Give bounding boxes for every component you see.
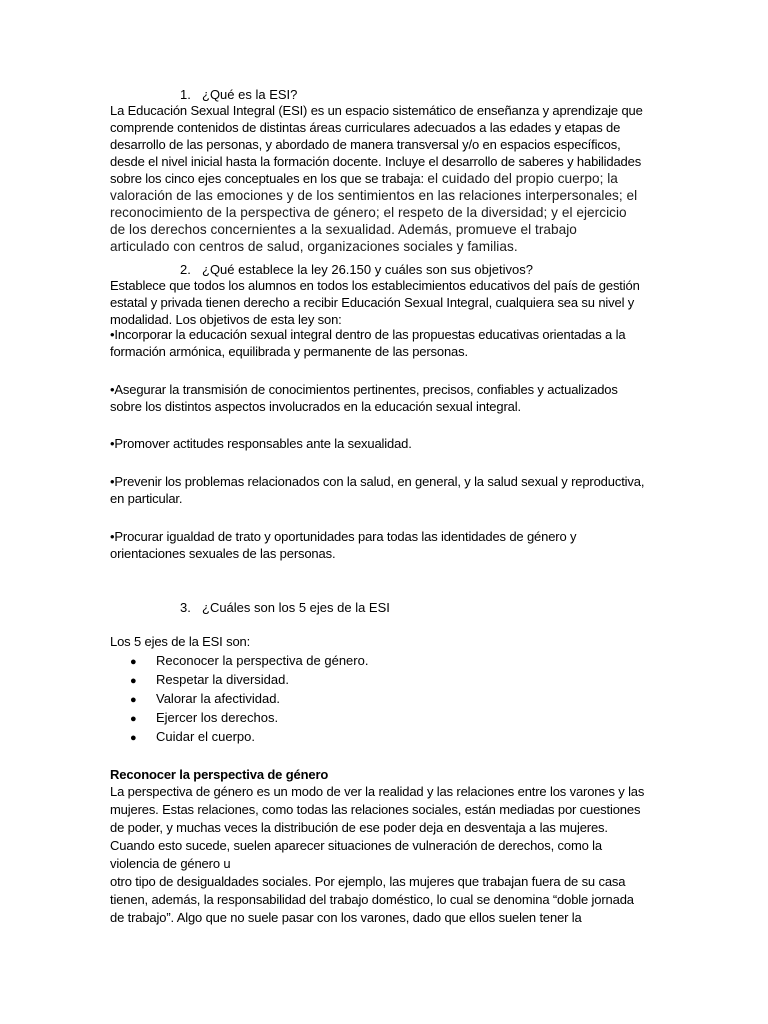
answer-line: desde el nivel inicial hasta la formación docente. Incluye el desarrollo de saberes y habilidades xyxy=(110,154,642,169)
question-2-title: ¿Qué establece la ley 26.150 y cuáles son sus objetivos? xyxy=(202,262,533,277)
objective-line: sobre los distintos aspectos involucrados en la educación sexual integral. xyxy=(110,399,521,414)
section-line: Cuando esto sucede, suelen aparecer situaciones de vulneración de derechos, como la xyxy=(110,838,602,853)
answer-line: reconocimiento de la perspectiva de género; el respeto de la diversidad; y el ejercicio xyxy=(110,205,627,220)
eje-list-item xyxy=(130,727,255,748)
objective-item xyxy=(110,381,660,415)
eje-list-item xyxy=(130,689,280,710)
section-body xyxy=(110,783,660,927)
objective-item xyxy=(110,528,660,562)
section-title: Reconocer la perspectiva de género xyxy=(110,767,329,782)
objective-line: •Promover actitudes responsables ante la sexualidad. xyxy=(110,436,412,451)
question-1-title: ¿Qué es la ESI? xyxy=(202,87,298,102)
bullet-icon: ● xyxy=(130,675,137,687)
objective-line: •Asegurar la transmisión de conocimientos pertinentes, precisos, confiables y actualizados xyxy=(110,382,618,397)
section-line: de trabajo”. Algo que no suele pasar con los varones, dado que ellos suelen tener la xyxy=(110,910,582,925)
objective-line: orientaciones sexuales de las personas. xyxy=(110,546,336,561)
section-line: de poder, y muchas veces la distribución de ese poder deja en desventaja a las mujeres. xyxy=(110,820,608,835)
section-heading xyxy=(110,766,660,783)
section-line: tienen, además, la responsabilidad del trabajo doméstico, lo cual se denomina “doble jornada xyxy=(110,892,634,907)
question-1-number: 1. xyxy=(180,87,191,102)
bullet-icon: ● xyxy=(130,656,137,668)
eje-label: Cuidar el cuerpo. xyxy=(156,729,255,744)
bullet-icon: ● xyxy=(130,732,137,744)
bullet-icon: ● xyxy=(130,713,137,725)
answer-line: comprende contenidos de distintas áreas curriculares adecuados a las edades y etapas de xyxy=(110,120,621,135)
objective-item xyxy=(110,435,660,452)
objective-item xyxy=(110,473,660,507)
section-line: La perspectiva de género es un modo de ver la realidad y las relaciones entre los varones y las xyxy=(110,784,645,799)
question-2-intro xyxy=(110,277,660,328)
answer-text-arial: el cuidado del propio cuerpo; la xyxy=(427,171,618,186)
objective-line: formación armónica, equilibrada y permanente de las personas. xyxy=(110,344,468,359)
answer-line: articulado con centros de salud, organizaciones sociales y familias. xyxy=(110,239,518,254)
question-1-heading xyxy=(180,86,297,103)
objective-item xyxy=(110,326,660,360)
intro-line: estatal y privada tienen derecho a recibir Educación Sexual Integral, cualquiera sea su nivel y xyxy=(110,295,635,310)
eje-label: Respetar la diversidad. xyxy=(156,672,289,687)
intro-line: Establece que todos los alumnos en todos los establecimientos educativos del país de gestión xyxy=(110,278,640,293)
answer-text: sobre los cinco ejes conceptuales en los que se trabaja: xyxy=(110,171,428,186)
objective-line: •Prevenir los problemas relacionados con la salud, en general, y la salud sexual y reproductiva, xyxy=(110,474,645,489)
objective-line: •Procurar igualdad de trato y oportunidades para todas las identidades de género y xyxy=(110,529,577,544)
question-2-number: 2. xyxy=(180,262,191,277)
question-1-answer xyxy=(110,102,660,255)
section-line: violencia de género u xyxy=(110,856,231,871)
eje-label: Ejercer los derechos. xyxy=(156,710,279,725)
answer-line: La Educación Sexual Integral (ESI) es un espacio sistemático de enseñanza y aprendizaje que xyxy=(110,103,643,118)
eje-list-item xyxy=(130,708,278,729)
answer-line: de los derechos concernientes a la sexualidad. Además, promueve el trabajo xyxy=(110,222,577,237)
eje-list-item xyxy=(130,670,289,691)
bullet-icon: ● xyxy=(130,694,137,706)
eje-label: Valorar la afectividad. xyxy=(156,691,281,706)
section-line: otro tipo de desigualdades sociales. Por ejemplo, las mujeres que trabajan fuera de su casa xyxy=(110,874,626,889)
question-3-title: ¿Cuáles son los 5 ejes de la ESI xyxy=(202,600,390,615)
question-3-number: 3. xyxy=(180,600,191,615)
objective-line: •Incorporar la educación sexual integral dentro de las propuestas educativas orientadas a la xyxy=(110,327,626,342)
eje-list-item xyxy=(130,651,368,672)
answer-line: desarrollo de las personas, y abordado de manera transversal y/o en espacios específicos, xyxy=(110,137,621,152)
objective-line: en particular. xyxy=(110,491,183,506)
eje-label: Reconocer la perspectiva de género. xyxy=(156,653,369,668)
ejes-intro-line: Los 5 ejes de la ESI son: xyxy=(110,634,251,649)
intro-line: modalidad. Los objetivos de esta ley son: xyxy=(110,312,342,327)
answer-line: valoración de las emociones y de los sentimientos en las relaciones interpersonales; el xyxy=(110,188,638,203)
question-2-heading xyxy=(180,261,533,278)
answer-line-mixed xyxy=(110,170,660,187)
question-3-heading xyxy=(180,599,390,616)
ejes-intro xyxy=(110,633,660,650)
section-line: mujeres. Estas relaciones, como todas las relaciones sociales, están mediadas por cuestiones xyxy=(110,802,641,817)
